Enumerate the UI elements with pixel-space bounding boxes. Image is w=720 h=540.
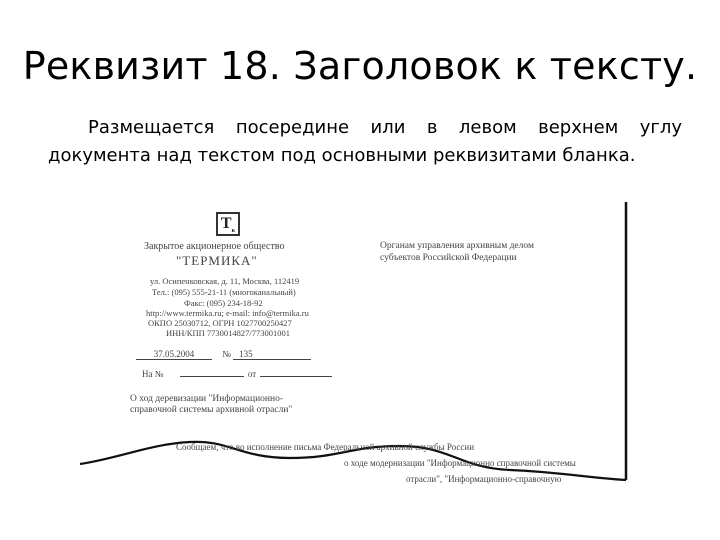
body-text-line-1: Сообщаем, что во исполнение письма Федеральной архивной службы России (176, 442, 475, 452)
org-okpo: ОКПО 25030712, ОГРН 1027700250427 (148, 318, 292, 328)
org-fax: Факс: (095) 234-18-92 (184, 298, 263, 308)
ref-from-label: от (247, 369, 257, 379)
number-label: № (222, 349, 231, 359)
org-name: "ТЕРМИКА" (176, 253, 258, 268)
body-text-line-3: отрасли", "Информационно-справочную (406, 474, 562, 484)
org-phone: Тел.: (095) 555-21-11 (многоканальный) (152, 287, 296, 297)
org-inn: ИНН/КПП 7730014827/773001001 (166, 328, 290, 338)
document-date: 37.05.2004 (136, 349, 212, 360)
text-heading-line-2: справочной системы архивной отрасли" (130, 405, 293, 415)
org-address: ул. Осипенковская, д. 11, Москва, 112419 (150, 276, 300, 286)
slide-title: Реквизит 18. Заголовок к тексту. (22, 44, 698, 88)
recipient-line-1: Органам управления архивным делом (380, 241, 534, 251)
slide-description: Размещается посередине или в левом верхнем углу документа над текстом под основными реквизитами бланка. (48, 117, 682, 166)
body-text-line-2: о ходе модернизации "Информационно справочной системы (344, 458, 576, 468)
document-number: 135 (233, 349, 311, 360)
reference-line (142, 369, 332, 379)
document-sample (80, 196, 640, 506)
ref-date-blank (260, 376, 332, 377)
date-line (136, 349, 311, 360)
org-web: http://www.termika.ru; e-mail: info@termika.ru (146, 308, 309, 318)
ref-number-blank (180, 376, 244, 377)
text-heading-line-1: О ход деревизации "Информационно- (130, 394, 283, 404)
org-type: Закрытое акционерное общество (144, 241, 285, 252)
recipient-line-2: субъектов Российской Федерации (380, 253, 517, 263)
logo-letter: Т (220, 215, 232, 232)
company-logo: $Т_к$ (216, 212, 240, 236)
ref-label: На № (142, 369, 164, 379)
